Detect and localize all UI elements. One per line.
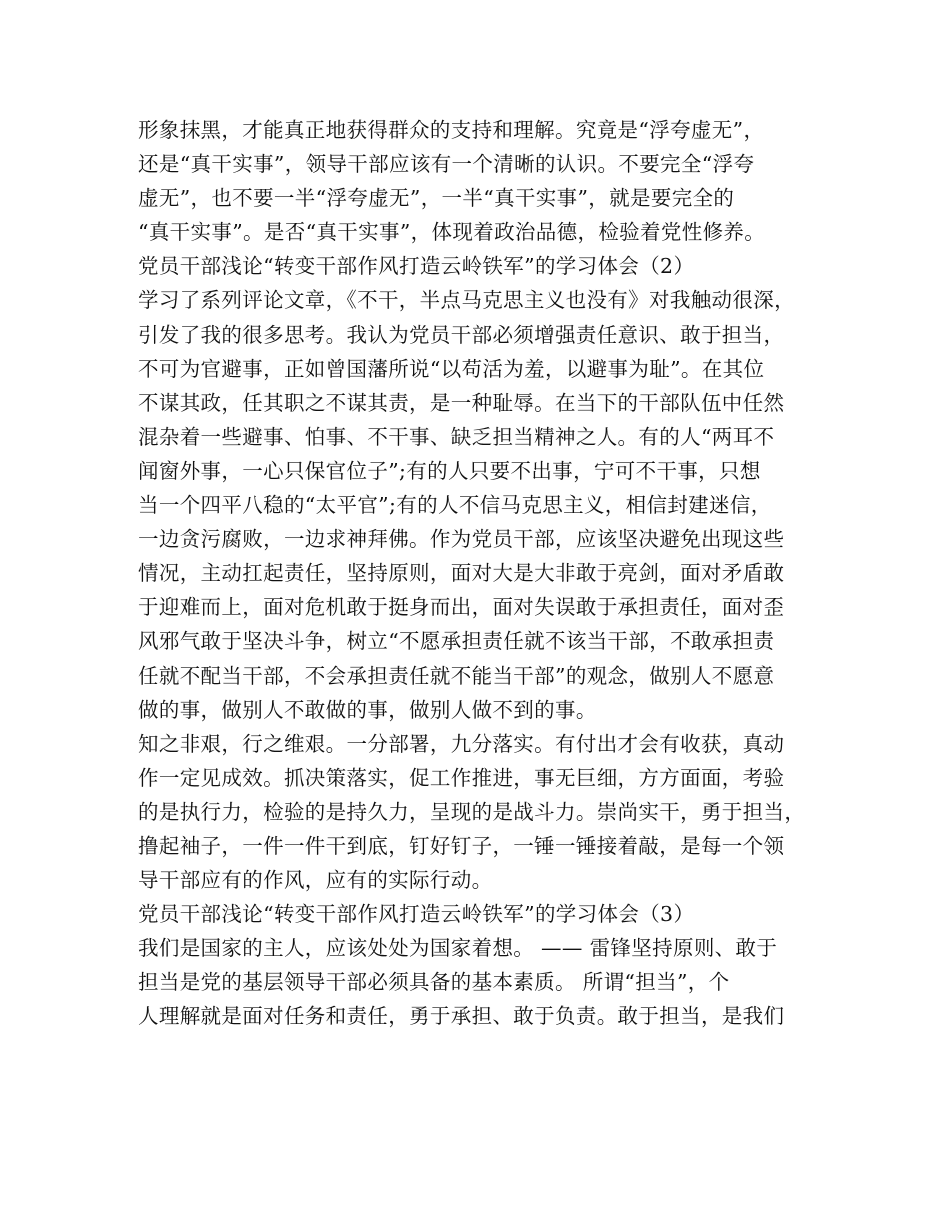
text-line: 知之非艰，行之维艰。一分部署，九分落实。有付出才会有收获，真动 bbox=[138, 731, 785, 756]
text-line: 作一定见成效。抓决策落实，促工作推进，事无巨细，方方面面，考验 bbox=[138, 765, 785, 790]
text-line: 撸起袖子，一件一件干到底，钉好钉子，一锤一锤接着敲，是每一个领 bbox=[138, 833, 785, 858]
text-line: 学习了系列评论文章，《不干，半点马克思主义也没有》对我触动很深， bbox=[138, 288, 795, 313]
text-line: 形象抹黑，才能真正地获得群众的支持和理解。究竟是“浮夸虚无”， bbox=[138, 118, 765, 142]
text-line: 任就不配当干部，不会承担责任就不能当干部”的观念，做别人不愿意 bbox=[138, 663, 775, 688]
text-line: 的是执行力，检验的是持久力，呈现的是战斗力。崇尚实干，勇于担当， bbox=[138, 799, 806, 824]
text-line: 做的事，做别人不敢做的事，做别人做不到的事。 bbox=[138, 697, 597, 722]
section-heading: 党员干部浅论“转变干部作风打造云岭铁军”的学习体会（2） bbox=[138, 254, 695, 279]
text-line: 当一个四平八稳的“太平官”;有的人不信马克思主义，相信封建迷信， bbox=[138, 493, 772, 518]
body-text bbox=[138, 113, 828, 1034]
text-line: 混杂着一些避事、怕事、不干事、缺乏担当精神之人。有的人“两耳不 bbox=[138, 424, 775, 449]
text-line: 闻窗外事，一心只保官位子”;有的人只要不出事，宁可不干事，只想 bbox=[138, 458, 761, 483]
text-line: 虚无”，也不要一半“浮夸虚无”，一半“真干实事”，就是要完全的 bbox=[138, 186, 735, 211]
text-line: 情况，主动扛起责任，坚持原则，面对大是大非敢于亮剑，面对矛盾敢 bbox=[138, 561, 785, 586]
text-line: 人理解就是面对任务和责任，勇于承担、敢于负责。敢于担当，是我们 bbox=[138, 1004, 785, 1029]
text-line: 不谋其政，任其职之不谋其责，是一种耻辱。在当下的干部队伍中任然 bbox=[138, 390, 785, 415]
section-heading: 党员干部浅论“转变干部作风打造云岭铁军”的学习体会（3） bbox=[138, 902, 695, 927]
text-line: 引发了我的很多思考。我认为党员干部必须增强责任意识、敢于担当， bbox=[138, 322, 785, 347]
text-line: 导干部应有的作风，应有的实际行动。 bbox=[138, 868, 493, 893]
text-line: 风邪气敢于坚决斗争，树立“不愿承担责任就不该当干部，不敢承担责 bbox=[138, 629, 775, 654]
text-line: 一边贪污腐败，一边求神拜佛。作为党员干部，应该坚决避免出现这些 bbox=[138, 527, 785, 552]
text-line: 还是“真干实事”，领导干部应该有一个清晰的认识。不要完全“浮夸 bbox=[138, 152, 755, 177]
text-line: 于迎难而上，面对危机敢于挺身而出，面对失误敢于承担责任，面对歪 bbox=[138, 595, 785, 620]
text-line: “真干实事”。是否“真干实事”，体现着政治品德，检验着党性修养。 bbox=[138, 220, 766, 245]
text-line: 我们是国家的主人，应该处处为国家着想。 —— 雷锋坚持原则、敢于 bbox=[138, 936, 778, 961]
text-line: 担当是党的基层领导干部必须具备的基本素质。 所谓“担当”，个 bbox=[138, 970, 730, 995]
text-line: 不可为官避事，正如曾国藩所说“以苟活为羞，以避事为耻”。在其位 bbox=[138, 356, 765, 381]
